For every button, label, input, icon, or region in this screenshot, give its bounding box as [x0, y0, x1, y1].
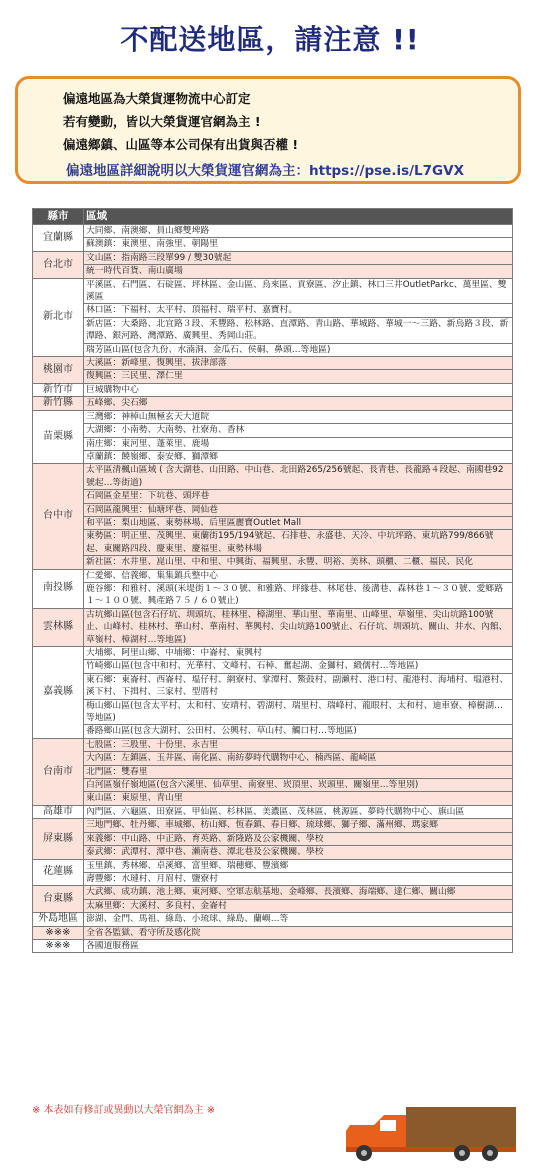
- website-link[interactable]: 偏遠地區詳細說明以大榮貨運官網為主：https://pse.is/L7GVX: [66, 163, 464, 179]
- area-cell: 北門區：雙春里: [84, 765, 513, 778]
- table-row: [33, 490, 513, 503]
- table-row: [33, 805, 513, 818]
- table-row: [33, 765, 513, 778]
- area-cell: 石岡區金星里：下坑巷、頭坪巷: [84, 490, 513, 503]
- area-cell: 東勢區：明正里、茂興里、東蘭街195/194號起、石排巷、永盛巷、天冷、中坑坪路、東坑路799/866號起、東關路四段、慶東里、慶福里、東勢林場: [84, 530, 513, 556]
- table-row: [33, 846, 513, 859]
- table-row: [33, 251, 513, 264]
- table-row: [33, 317, 513, 343]
- table-row: [33, 370, 513, 383]
- county-cell: 台北市: [33, 251, 84, 278]
- table-row: [33, 872, 513, 885]
- area-cell: 梅山鄉山區(包含太平村、太和村、安靖村、碧湖村、瑞里村、瑞峰村、龍眼村、太和村、迪車寮、樟樹湖…等地區): [84, 699, 513, 725]
- area-cell: 林口區：下福村、太平村、頂福村、瑞平村、嘉寶村。: [84, 304, 513, 317]
- county-cell: 花蓮縣: [33, 859, 84, 886]
- table-row: [33, 660, 513, 673]
- county-cell: 高雄市: [33, 805, 84, 818]
- table-row: [33, 556, 513, 569]
- area-cell: 竹崎鄉山區(包含中和村、光華村、文峰村、石棹、奮起湖、金獅村、緞儒村…等地區): [84, 660, 513, 673]
- county-cell: 台中市: [33, 464, 84, 569]
- county-cell: 屏東縣: [33, 819, 84, 859]
- table-row: [33, 899, 513, 912]
- area-cell: 鹿谷鄉：和雅村、溪頭(米堤街１～３０號、和雅路、坪緣巷、林尾巷、後溝巷、森林巷１～３０號、愛鄉路１～１００號、興產路７５ / ６０號止): [84, 582, 513, 608]
- table-row: [33, 926, 513, 939]
- table-row: [33, 832, 513, 845]
- county-cell: 桃園市: [33, 357, 84, 384]
- area-cell: 文山區：指南路三段單99 / 雙30號起: [84, 251, 513, 264]
- table-row: [33, 357, 513, 370]
- area-cell: 各國道服務區: [84, 939, 513, 952]
- area-cell: 番路鄉山區(包含大湖村、公田村、公興村、草山村、觸口村…等地區): [84, 725, 513, 738]
- table-row: [33, 699, 513, 725]
- area-cell: 新社區：水井里、崑山里、中和里、中興街、福興里、永豐、明裕、美林、頭櫃、二櫃、福民、民化: [84, 556, 513, 569]
- table-row: [33, 738, 513, 751]
- area-cell: 仁愛鄉、信義鄉、集集鎮兵整中心: [84, 569, 513, 582]
- area-cell: 大同鄉、南澳鄉、員山鄉雙埤路: [84, 225, 513, 238]
- area-cell: 三灣鄉：神棹山無極玄天大道院: [84, 410, 513, 423]
- county-cell: 台東縣: [33, 886, 84, 913]
- area-cell: 古坑鄉山區(包含石仔坑、圳頭坑、桂林里、樟湖里、華山里、華南里、山峰里、草嶺里、尖山坑路100號止、山峰村、桂林村、華山村、華南村、華興村、尖山坑路100號止、石仔坑、圳頭坑、關山、井水、內館、草嶺村、樟湖村…等地區): [84, 608, 513, 646]
- area-cell: 大溪區：新峰里、復興里、拔津部落: [84, 357, 513, 370]
- table-row: [33, 886, 513, 899]
- county-cell: 新竹市: [33, 383, 84, 396]
- area-cell: 大湖鄉：小南勢、大南勢、社寮角、香林: [84, 424, 513, 437]
- table-row: [33, 569, 513, 582]
- table-row: [33, 530, 513, 556]
- county-cell: 新北市: [33, 278, 84, 356]
- area-cell: 壽豐鄉：水璉村、月眉村、鹽寮村: [84, 872, 513, 885]
- table-row: [33, 913, 513, 926]
- remote-area-table: [32, 208, 513, 953]
- table-row: [33, 608, 513, 646]
- table-row: [33, 278, 513, 304]
- county-cell: 台南市: [33, 738, 84, 805]
- area-cell: 來義鄉：中山路、中正路、育英路、新隆路及公家機關、學校: [84, 832, 513, 845]
- table-body: [33, 225, 513, 953]
- area-cell: 瑞芳區山區(包含九份、水湳洞、金瓜石、侯硐、鼻頭…等地區): [84, 343, 513, 356]
- table-row: [33, 503, 513, 516]
- table-row: [33, 265, 513, 278]
- table-row: [33, 779, 513, 792]
- area-cell: 新店區：大桑路、北宜路３段、禾豐路、松林路、直潭路、青山路、華城路、華城一～三路、新烏路３段、新潭路、銀河路、灣潭路、廣興里、秀岡山莊。: [84, 317, 513, 343]
- area-cell: 蘇澳鎮：東澳里、南強里、朝陽里: [84, 238, 513, 251]
- table-row: [33, 859, 513, 872]
- notice-line: 偏遠地區為大榮貨運物流中心訂定: [63, 91, 251, 106]
- area-cell: 三地門鄉、牡丹鄉、車城鄉、枋山鄉、恆春鎮、春日鄉、琉球鄉、獅子鄉、滿州鄉、瑪家鄉: [84, 819, 513, 832]
- table-row: [33, 582, 513, 608]
- table-row: [33, 647, 513, 660]
- area-cell: 統一時代百貨、南山廣場: [84, 265, 513, 278]
- notice-line: 偏遠鄉鎮、山區等本公司保有出貨與否權 !: [63, 137, 299, 152]
- county-cell: 外島地區: [33, 913, 84, 926]
- area-cell: 白河區嶺仔嶺地區(包含六溪里、仙草里、南寮里、崁頂里、崁頭里、關嶺里…等里別): [84, 779, 513, 792]
- county-cell: ※※※: [33, 926, 84, 939]
- area-cell: 五峰鄉、尖石鄉: [84, 397, 513, 410]
- area-cell: 全省各監獄、看守所及感化院: [84, 926, 513, 939]
- area-cell: 泰武鄉：武潭村、潭中巷、瀨南巷、潭北巷及公家機關、學校: [84, 846, 513, 859]
- area-cell: 東山區：東原里、青山里: [84, 792, 513, 805]
- notice-box: [15, 76, 521, 184]
- delivery-truck-icon: [340, 1103, 518, 1163]
- county-cell: 宜蘭縣: [33, 225, 84, 252]
- header-county: 縣市: [33, 209, 84, 225]
- table-row: [33, 673, 513, 699]
- county-cell: 雲林縣: [33, 608, 84, 646]
- table-row: [33, 410, 513, 423]
- area-cell: 內門區、六龜區、田寮區、甲仙區、杉林區、美濃區、茂林區、桃源區、夢時代購物中心、旗山區: [84, 805, 513, 818]
- area-cell: 平溪區、石門區、石碇區、坪林區、金山區、烏來區、貢寮區、汐止鎮、林口三井OutletParkc、萬里區、雙溪區: [84, 278, 513, 304]
- area-cell: 大內區：左鎮區、玉井區、南化區、南紡夢時代購物中心、楠西區、龍崎區: [84, 752, 513, 765]
- table-row: [33, 725, 513, 738]
- area-cell: 澎湖、金門、馬祖、綠島、小琉球、綠島、蘭嶼…等: [84, 913, 513, 926]
- area-cell: 七股區：三股里、十份里、永吉里: [84, 738, 513, 751]
- notice-line: 若有變動，皆以大榮貨運官網為主 !: [63, 114, 261, 129]
- area-cell: 太麻里鄉：大溪村、多良村、金崙村: [84, 899, 513, 912]
- area-cell: 玉里鎮、秀林鄉、卓溪鄉、富里鄉、瑞穗鄉、豐濱鄉: [84, 859, 513, 872]
- table-row: [33, 464, 513, 490]
- table-row: [33, 516, 513, 529]
- table-row: [33, 225, 513, 238]
- county-cell: 新竹縣: [33, 397, 84, 410]
- area-cell: 大武鄉、成功鎮、池上鄉、東河鄉、空軍志航基地、金峰鄉、長濱鄉、海端鄉、達仁鄉、關山鄉: [84, 886, 513, 899]
- table-row: [33, 397, 513, 410]
- area-cell: 和平區：梨山地區、東勢林場、后里區麗寶Outlet Mall: [84, 516, 513, 529]
- table-row: [33, 343, 513, 356]
- county-cell: ※※※: [33, 939, 84, 952]
- area-cell: 石岡區龍興里：仙塘坪巷、岡仙巷: [84, 503, 513, 516]
- header-area: 區域: [84, 209, 513, 225]
- table-row: [33, 450, 513, 463]
- county-cell: 南投縣: [33, 569, 84, 608]
- page-title: 不配送地區，請注意 !!: [120, 23, 420, 56]
- table-row: [33, 437, 513, 450]
- table-row: [33, 819, 513, 832]
- area-cell: 南庄鄉：東河里、蓬萊里、鹿場: [84, 437, 513, 450]
- county-cell: 苗栗縣: [33, 410, 84, 464]
- area-cell: 卓蘭鎮：饒嶺鄉、泰安鄉、獅潭鄉: [84, 450, 513, 463]
- area-cell: 東石鄉：東崙村、西崙村、塭仔村、網寮村、掌潭村、鰲鼓村、副瀨村、港口村、龍港村、海埔村、塭港村、溪下村、下揖村、三家村、型厝村: [84, 673, 513, 699]
- table-row: [33, 939, 513, 952]
- table-row: [33, 424, 513, 437]
- area-cell: 復興區：三民里、澤仁里: [84, 370, 513, 383]
- area-cell: 大埔鄉、阿里山鄉、中埔鄉：中崙村、東興村: [84, 647, 513, 660]
- footnote: ※ 本表如有修訂或異動以大榮官網為主 ※: [32, 1105, 216, 1116]
- table-row: [33, 752, 513, 765]
- area-cell: 太平區清楓山區域 ( 含大湖巷、山田路、中山巷、北田路265/256號起、長青巷、長龍路４段起、南國巷92號起…等街道): [84, 464, 513, 490]
- table-row: [33, 238, 513, 251]
- county-cell: 嘉義縣: [33, 647, 84, 739]
- area-cell: 巨城購物中心: [84, 383, 513, 396]
- table-row: [33, 792, 513, 805]
- table-row: [33, 304, 513, 317]
- table-row: [33, 383, 513, 396]
